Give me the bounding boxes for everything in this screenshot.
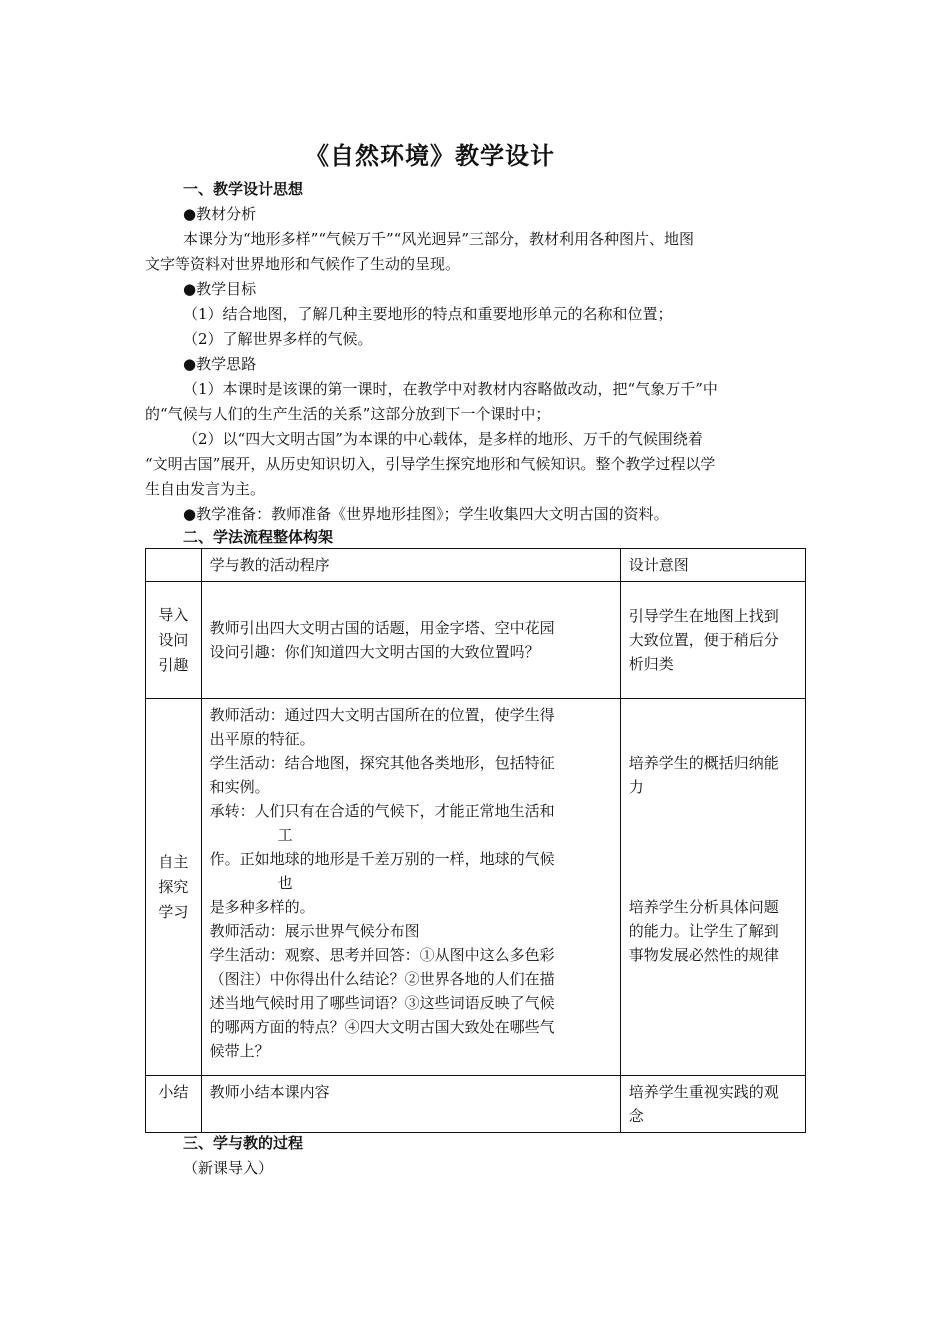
activity-line: 的哪两方面的特点？④四大文明古国大致处在哪些气 bbox=[209, 1018, 555, 1036]
process-table bbox=[145, 548, 806, 1133]
intent-line: 念 bbox=[628, 1107, 644, 1125]
idea-line-5: 生自由发言为主。 bbox=[145, 480, 266, 498]
idea-label: ●教学思路 bbox=[183, 355, 257, 373]
intent-line: 引导学生在地图上找到 bbox=[628, 607, 779, 625]
intent-line: 培养学生重视实践的观 bbox=[628, 1083, 779, 1101]
intent-cell bbox=[620, 582, 805, 699]
activity-line: 出平原的特征。 bbox=[209, 730, 315, 748]
prep-line: ●教学准备：教师准备《世界地形挂图》；学生收集四大文明古国的资料。 bbox=[183, 505, 669, 523]
intent-line: 大致位置，便于稍后分 bbox=[628, 631, 779, 649]
goal-label: ●教学目标 bbox=[183, 280, 257, 298]
idea-line-2: 的“气候与人们的生产生活的关系”这部分放到下一个课时中； bbox=[145, 405, 551, 423]
table-row bbox=[146, 582, 806, 699]
activity-line: 述当地气候时用了哪些词语？③这些词语反映了气候 bbox=[209, 994, 555, 1012]
activity-line: 设问引趣：你们知道四大文明古国的大致位置吗？ bbox=[209, 643, 540, 661]
intent-line: 培养学生分析具体问题 bbox=[628, 898, 779, 916]
document-title: 《自然环境》教学设计 bbox=[305, 141, 555, 170]
stage-text: 探究 bbox=[158, 877, 189, 896]
section2-heading: 二、学法流程整体构架 bbox=[183, 528, 334, 546]
activity-cell bbox=[201, 699, 620, 1076]
idea-line-4: “文明古国”展开，从历史知识切入，引导学生探究地形和气候知识。整个教学过程以学 bbox=[145, 455, 716, 473]
table-header-row bbox=[146, 549, 806, 582]
stage-cell bbox=[146, 582, 202, 699]
analysis-line-2: 文字等资料对世界地形和气候作了生动的呈现。 bbox=[145, 255, 461, 273]
activity-line: 和实例。 bbox=[209, 778, 270, 796]
intent-line: 析归类 bbox=[628, 655, 674, 673]
intent-line: 的能力。让学生了解到 bbox=[628, 922, 779, 940]
activity-line: 也 bbox=[277, 874, 293, 892]
table-row bbox=[146, 1076, 806, 1133]
activity-line: 教师活动：通过四大文明古国所在的位置，使学生得 bbox=[209, 706, 555, 724]
stage-cell: 小结 bbox=[146, 1076, 202, 1133]
activity-line: 教师活动：展示世界气候分布图 bbox=[209, 922, 420, 940]
section1-heading: 一、教学设计思想 bbox=[183, 180, 304, 198]
idea-line-1: （1）本课时是该课的第一课时，在教学中对教材内容略做改动，把“气象万千”中 bbox=[183, 380, 718, 398]
intent-cell bbox=[620, 1076, 805, 1133]
activity-line: 承转：人们只有在合适的气候下，才能正常地生活和 bbox=[209, 802, 555, 820]
section3-heading: 三、学与教的过程 bbox=[183, 1134, 304, 1152]
analysis-label: ●教材分析 bbox=[183, 205, 257, 223]
header-activity: 学与教的活动程序 bbox=[201, 549, 620, 582]
section3-sub: （新课导入） bbox=[183, 1159, 274, 1177]
activity-line: 是多种多样的。 bbox=[209, 898, 315, 916]
idea-line-3: （2）以“四大文明古国”为本课的中心载体，是多样的地形、万千的气候围绕着 bbox=[183, 430, 703, 448]
stage-text: 导入 bbox=[158, 605, 189, 624]
stage-text: 自主 bbox=[158, 852, 189, 871]
activity-line: 工 bbox=[277, 826, 293, 844]
header-intent: 设计意图 bbox=[620, 549, 805, 582]
stage-text: 设问 bbox=[158, 630, 189, 649]
activity-line: 作。正如地球的地形是千差万别的一样，地球的气候 bbox=[209, 850, 555, 868]
intent-line: 力 bbox=[628, 778, 644, 796]
activity-line: 学生活动：结合地图，探究其他各类地形，包括特征 bbox=[209, 754, 555, 772]
analysis-line-1: 本课分为“地形多样”“气候万千”“风光迥异”三部分，教材利用各种图片、地图 bbox=[183, 230, 695, 248]
activity-cell: 教师小结本课内容 bbox=[201, 1076, 620, 1133]
activity-cell bbox=[201, 582, 620, 699]
table-row bbox=[146, 699, 806, 1076]
goal-1: （1）结合地图，了解几种主要地形的特点和重要地形单元的名称和位置； bbox=[183, 305, 673, 323]
stage-text: 引趣 bbox=[158, 655, 189, 674]
stage-text: 学习 bbox=[158, 902, 189, 921]
stage-cell bbox=[146, 699, 202, 1076]
goal-2: （2）了解世界多样的气候。 bbox=[183, 330, 373, 348]
activity-line: 候带上？ bbox=[209, 1042, 270, 1060]
intent-line: 事物发展必然性的规律 bbox=[628, 946, 779, 964]
activity-line: 教师引出四大文明古国的话题，用金字塔、空中花园 bbox=[209, 619, 555, 637]
intent-cell bbox=[620, 699, 805, 1076]
header-cell-blank bbox=[146, 549, 202, 582]
activity-line: 学生活动：观察、思考并回答：①从图中这么多色彩 bbox=[209, 946, 555, 964]
intent-line: 培养学生的概括归纳能 bbox=[628, 754, 779, 772]
activity-line: （图注）中你得出什么结论？②世界各地的人们在描 bbox=[209, 970, 555, 988]
